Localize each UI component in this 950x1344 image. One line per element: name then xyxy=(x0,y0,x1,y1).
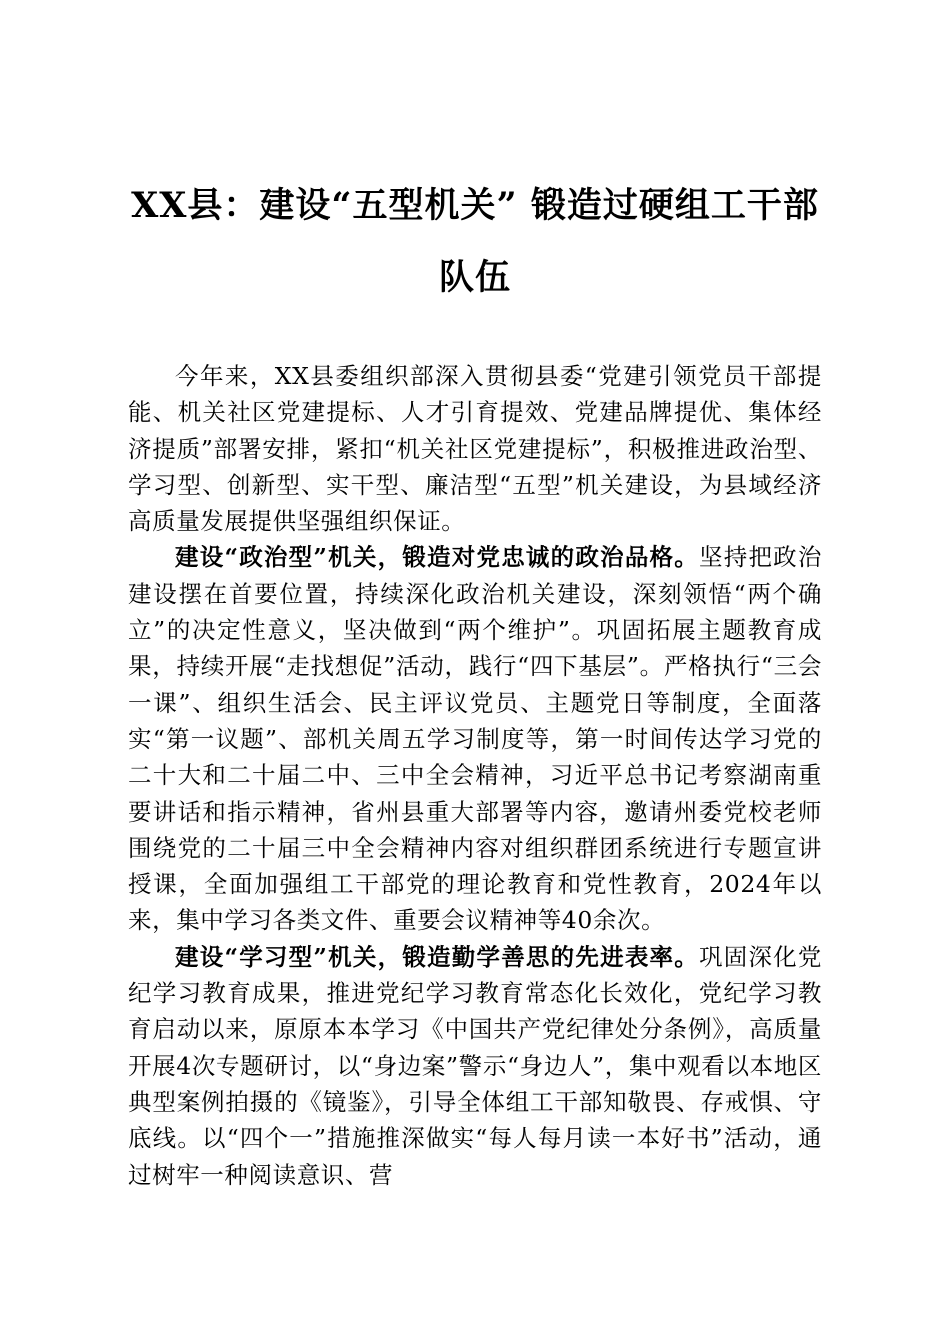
paragraph-text: 今年来，XX县委组织部深入贯彻县委“党建引领党员干部提能、机关社区党建提标、人才引育提效、党建品牌提优、集体经济提质”部署安排，紧扣“机关社区党建提标”，积极推进政治型、学习型、创新型、实干型、廉洁型“五型”机关建设，为县域经济高质量发展提供坚强组织保证。 xyxy=(128,362,822,536)
paragraph-political xyxy=(128,539,822,938)
paragraph-learning xyxy=(128,939,822,1193)
paragraph-lead: 建设“政治型”机关，锻造对党忠诚的政治品格。 xyxy=(175,543,699,572)
paragraph-lead: 建设“学习型”机关，锻造勤学善思的先进表率。 xyxy=(175,942,699,971)
paragraph-text: 巩固深化党纪学习教育成果，推进党纪学习教育常态化长效化，党纪学习教育启动以来，原原本本学习《中国共产党纪律处分条例》，高质量开展4次专题研讨，以“身边案”警示“身边人”，集中观看以本地区典型案例拍摄的《镜鉴》，引导全体组工干部知敬畏、存戒惧、守底线。以“四个一”措施推深做实“每人每月读一本好书”活动，通过树牢一种阅读意识、营 xyxy=(128,942,823,1189)
paragraph-intro xyxy=(128,358,822,539)
document-body xyxy=(128,358,822,1193)
paragraph-text: 坚持把政治建设摆在首要位置，持续深化政治机关建设，深刻领悟“两个确立”的决定性意义，坚决做到“两个维护”。巩固拓展主题教育成果，持续开展“走找想促”活动，践行“四下基层”。严格执行“三会一课”、组织生活会、民主评议党员、主题党日等制度，全面落实“第一议题”、部机关周五学习制度等，第一时间传达学习党的二十大和二十届二中、三中全会精神，习近平总书记考察湖南重要讲话和指示精神，省州县重大部署等内容，邀请州委党校老师围绕党的二十届三中全会精神内容对组织群团系统进行专题宣讲授课，全面加强组工干部党的理论教育和党性教育，2024年以来，集中学习各类文件、重要会议精神等40余次。 xyxy=(128,543,823,935)
document-title: XX县：建设“五型机关” 锻造过硬组工干部队伍 xyxy=(131,185,819,298)
